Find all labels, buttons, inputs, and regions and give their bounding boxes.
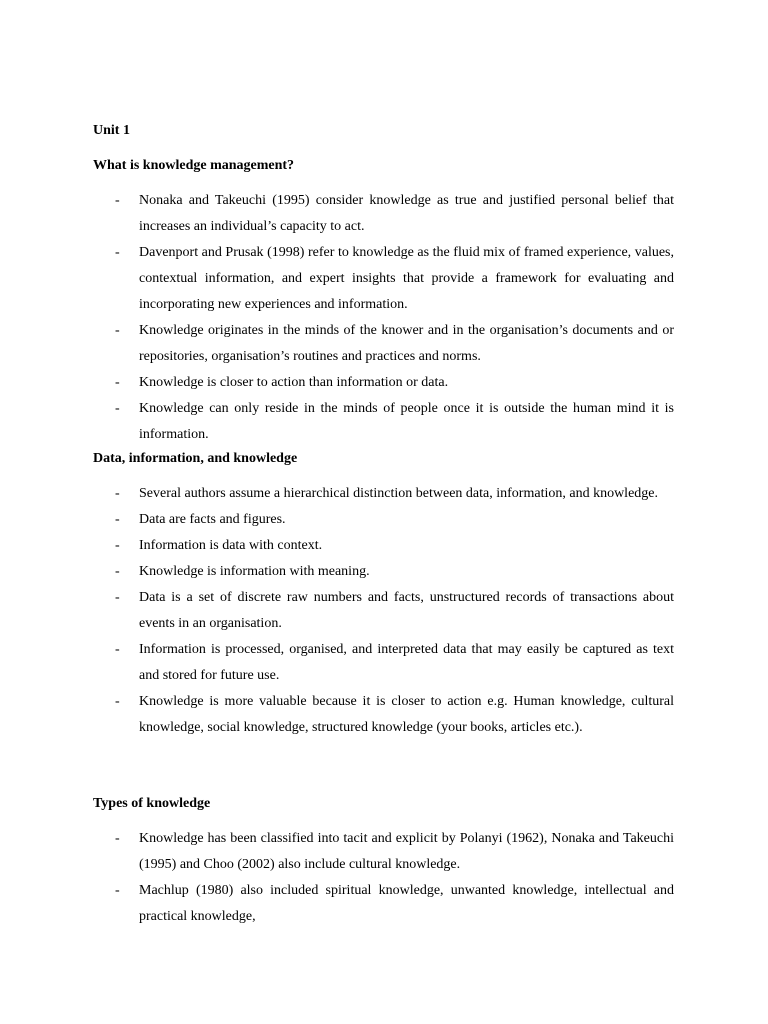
bullet-dash: -: [115, 590, 120, 605]
bullet-dash: -: [115, 323, 120, 338]
list-item: [93, 396, 674, 448]
bullet-dash: -: [115, 694, 120, 709]
list-item: [93, 481, 674, 507]
list-item-text: Data is a set of discrete raw numbers and facts, unstructured records of transactions about events in an organisation.: [139, 590, 674, 631]
bullet-dash: -: [115, 375, 120, 390]
bullet-list-what-is-km: [93, 188, 674, 448]
list-item: [93, 826, 674, 878]
list-item: [93, 318, 674, 370]
list-item-text: Nonaka and Takeuchi (1995) consider knowledge as true and justified personal belief that increases an individual’s capacity to act.: [139, 193, 674, 234]
list-item-text: Knowledge has been classified into tacit and explicit by Polanyi (1962), Nonaka and Takeuchi (1995) and Choo (2002) also include cultural knowledge.: [139, 831, 674, 872]
bullet-list-data-info-knowledge: [93, 481, 674, 741]
list-item: [93, 585, 674, 637]
list-item: [93, 637, 674, 689]
section-heading-types-of-knowledge: Types of knowledge: [93, 796, 211, 811]
bullet-dash: -: [115, 831, 120, 846]
bullet-dash: -: [115, 245, 120, 260]
bullet-dash: -: [115, 401, 120, 416]
list-item: [93, 689, 674, 741]
bullet-dash: -: [115, 512, 120, 527]
bullet-dash: -: [115, 538, 120, 553]
list-item: [93, 188, 674, 240]
list-item: [93, 878, 674, 930]
list-item-text: Several authors assume a hierarchical distinction between data, information, and knowledge.: [139, 486, 658, 501]
bullet-dash: -: [115, 564, 120, 579]
section-heading-what-is-km: What is knowledge management?: [93, 158, 295, 173]
bullet-dash: -: [115, 486, 120, 501]
list-item-text: Data are facts and figures.: [139, 512, 286, 527]
list-item-text: Knowledge is information with meaning.: [139, 564, 370, 579]
bullet-dash: -: [115, 642, 120, 657]
list-item: [93, 507, 674, 533]
bullet-dash: -: [115, 193, 120, 208]
list-item: [93, 240, 674, 318]
list-item-text: Information is data with context.: [139, 538, 323, 553]
list-item-text: Knowledge is closer to action than information or data.: [139, 375, 449, 390]
list-item-text: Davenport and Prusak (1998) refer to knowledge as the fluid mix of framed experience, values, contextual information, and expert insights that provide a framework for evaluating and incorporating new experiences and information.: [139, 245, 674, 312]
list-item: [93, 559, 674, 585]
bullet-dash: -: [115, 883, 120, 898]
bullet-list-types-of-knowledge: [93, 826, 674, 930]
list-item-text: Information is processed, organised, and interpreted data that may easily be captured as text and stored for future use.: [139, 642, 674, 683]
section-heading-data-info-knowledge: Data, information, and knowledge: [93, 451, 298, 466]
list-item-text: Knowledge can only reside in the minds of people once it is outside the human mind it is information.: [139, 401, 674, 442]
list-item-text: Machlup (1980) also included spiritual knowledge, unwanted knowledge, intellectual and practical knowledge,: [139, 883, 674, 924]
list-item: [93, 370, 674, 396]
unit-title: Unit 1: [93, 123, 130, 138]
list-item-text: Knowledge is more valuable because it is closer to action e.g. Human knowledge, cultural knowledge, social knowledge, structured knowledge (your books, articles etc.).: [139, 694, 674, 735]
list-item-text: Knowledge originates in the minds of the knower and in the organisation’s documents and or repositories, organisation’s routines and practices and norms.: [139, 323, 674, 364]
list-item: [93, 533, 674, 559]
